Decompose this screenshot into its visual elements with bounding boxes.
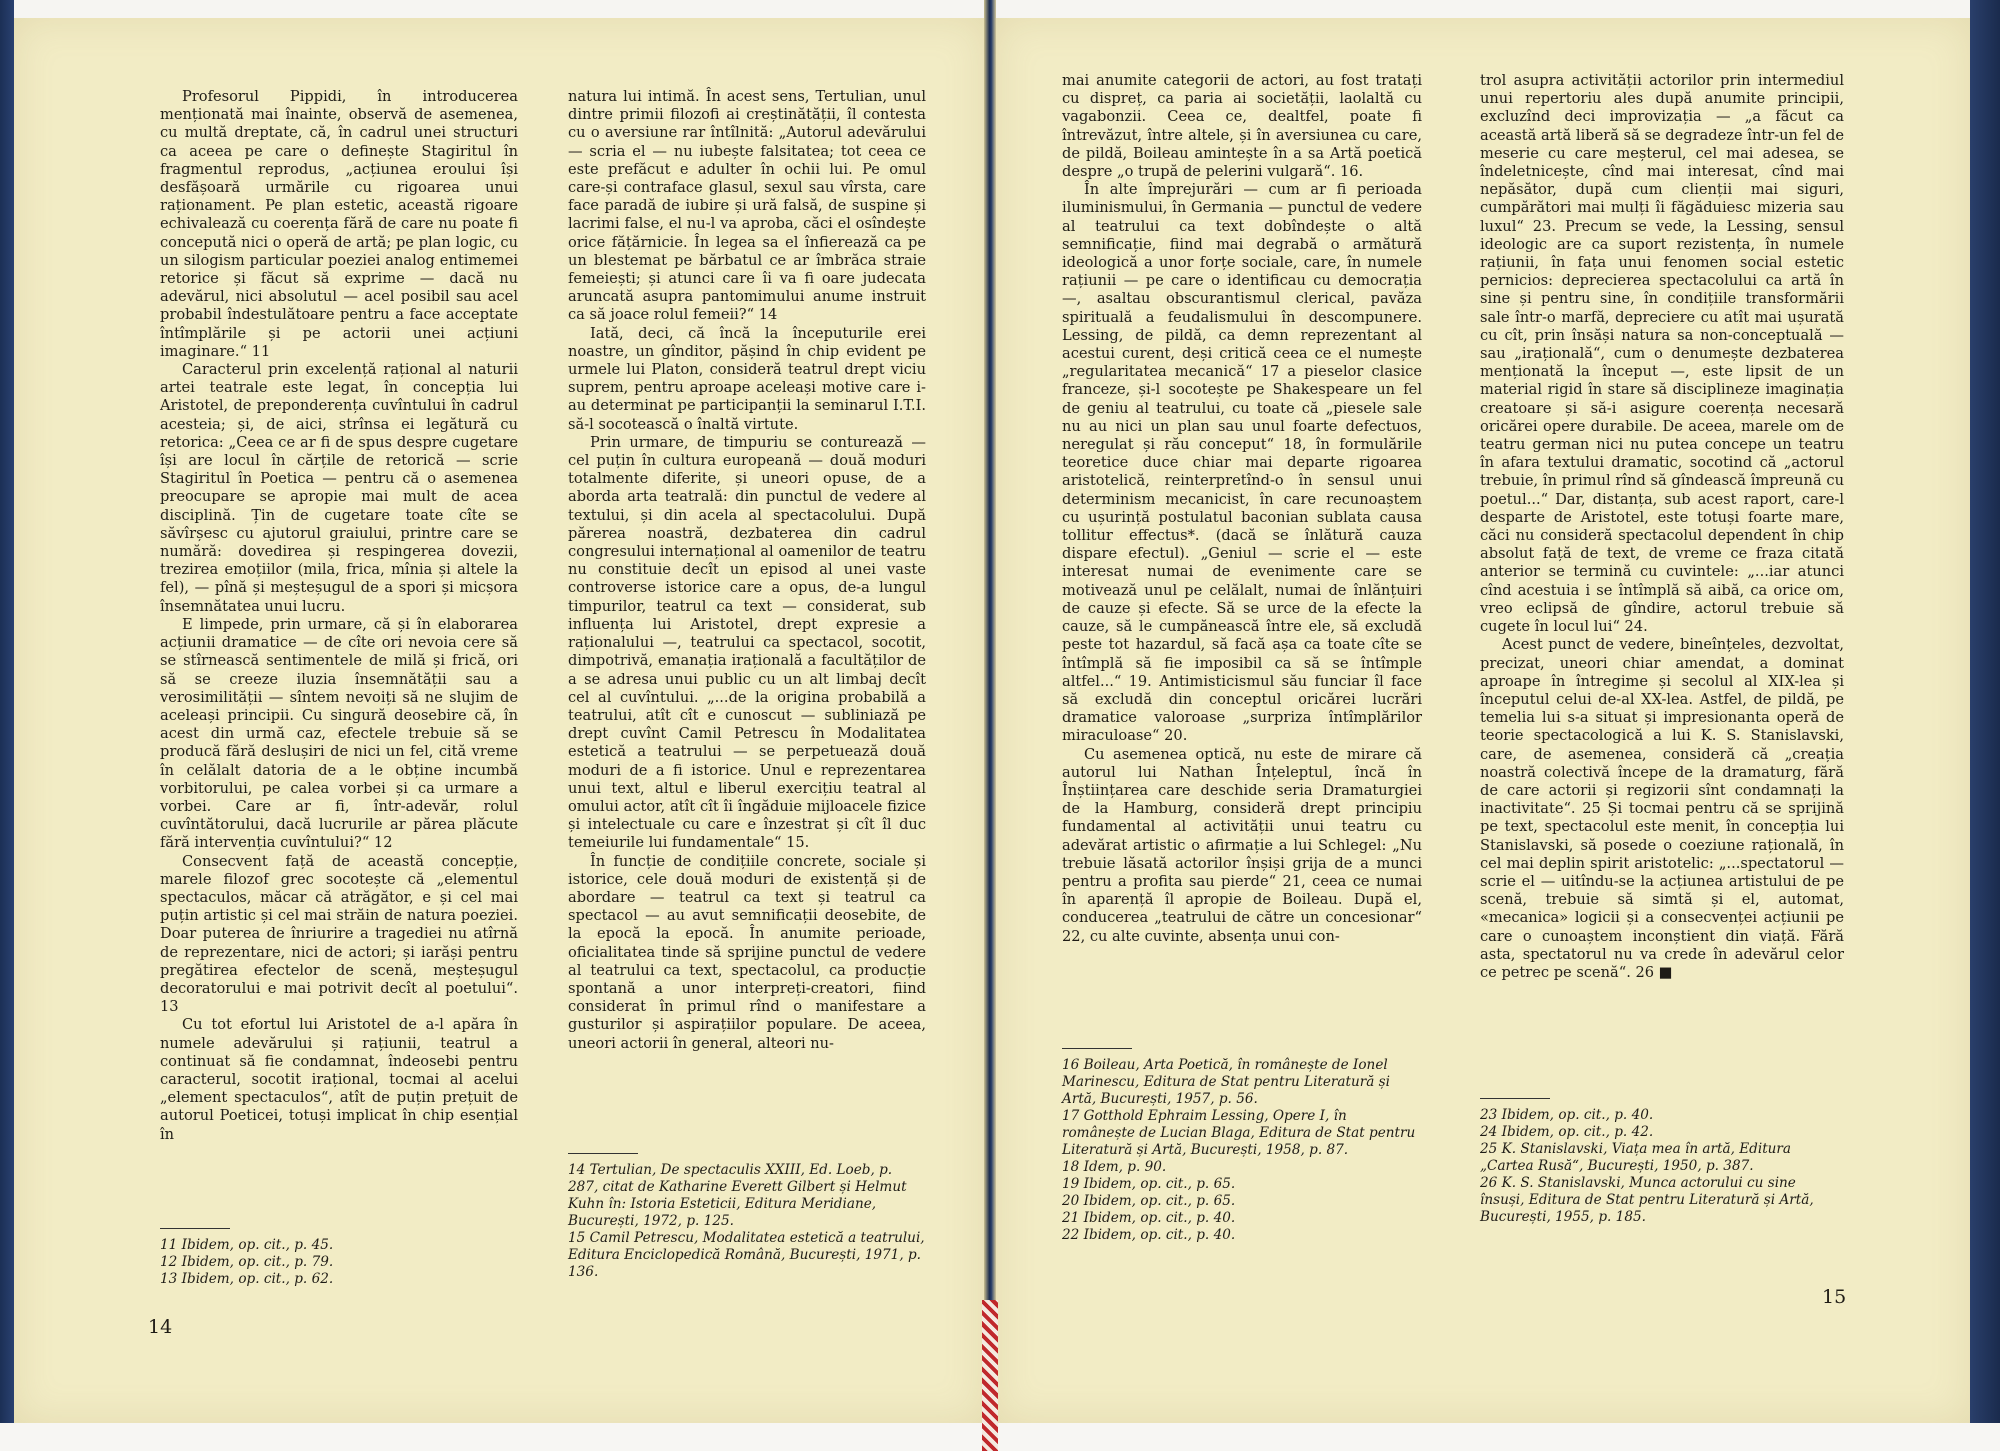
footnote-rule: [160, 1228, 230, 1229]
footnotes-left-1: [160, 1228, 518, 1288]
footnote: 15 Camil Petrescu, Modalitatea estetică a teatrului, Editura Enciclopedică Română, București, 1971, p. 136.: [568, 1230, 925, 1280]
footnote: 20 Ibidem, op. cit., p. 65.: [1062, 1193, 1236, 1209]
right-page-column-1: [1062, 72, 1422, 1072]
footnote: 17 Gotthold Ephraim Lessing, Opere I, în românește de Lucian Blaga, Editura de Stat pentru Literatură și Artă, București, 1958, p. 87.: [1062, 1108, 1416, 1158]
footnotes-left-2: [568, 1153, 926, 1281]
footnote: 13 Ibidem, op. cit., p. 62.: [160, 1271, 334, 1287]
right-page-column-2: [1480, 72, 1844, 1112]
paragraph: Cu asemenea optică, nu este de mirare că autorul lui Nathan Înțeleptul, încă în Înștiințarea care deschide seria Dramaturgiei de la Hamburg, consideră drept principiu fundamental al activității unui teatru cu adevărat artistic o afirmație a lui Schlegel: „Nu trebuie lăsată actorilor înșiși grija de a munci pentru a profita sau pierde“ 21, ceea ce numai în aparență îl apropie de Boileau. După el, conducerea „teatrului de către un concesionar“ 22, cu alte cuvinte, absența unui con-: [1062, 745, 1422, 945]
paragraph: Profesorul Pippidi, în introducerea menționată mai înainte, observă de asemenea, cu multă dreptate, că, în cadrul unei structuri ca aceea pe care o definește Stagiritul în fragmentul reprodus, „acțiunea eroului își desfășoară urmările cu rigoarea unui raționament. Pe plan estetic, această rigoare echivalează cu coerența fără de care nu poate fi concepută nici o operă de artă; pe plan logic, cu un silogism particular poeziei analog entimemei retorice și făcut să exprime — dacă nu adevărul, nici absolutul — acel posibil sau acel probabil îndestulătoare pentru a face acceptate întîmplările și pe actorii unei acțiuni imaginare.“ 11: [160, 88, 518, 360]
paragraph: În funcție de condițiile concrete, sociale și istorice, cele două moduri de existență și de abordare — teatrul ca text și teatrul ca spectacol — au avut semnificații deosebite, de la epocă la epocă. În anumite perioade, oficialitatea tinde să sprijine punctul de vedere al teatrului ca text, spectacolul, ca producție spontană a unor interpreți-creatori, fiind considerat în primul rînd o manifestare a gusturilor și aspirațiilor populare. De aceea, uneori actorii în general, alteori nu-: [568, 852, 926, 1052]
footnotes-right-1: [1062, 1048, 1422, 1244]
paragraph: Consecvent față de această concepție, marele filozof grec socotește că „elementul spectaculos, măcar că atrăgător, e și cel mai puțin artistic și cel mai străin de natura poeziei. Doar puterea de înriurire a tragediei nu atîrnă de reprezentare, nici de actori; și iarăși pentru pregătirea efectelor de scenă, meșteșugul decoratorului e mai potrivit decît al poetului“. 13: [160, 852, 518, 1016]
paragraph: Caracterul prin excelență rațional al naturii artei teatrale este legat, în concepția lui Aristotel, de preponderența cuvîntului în cadrul acesteia; și, de aici, strînsa ei legătură cu retorica: „Ceea ce ar fi de spus despre cugetare își are locul în cărțile de retorică — scrie Stagiritul în Poetica — pentru că o asemenea preocupare se apropie mai mult de acea disciplină. Țin de cugetare toate cîte se săvîrșesc cu ajutorul graiului, printre care se numără: dovedirea și respingerea dovezii, trezirea emoțiilor (mila, frica, mînia și altele la fel), — pînă și meșteșugul de a spori și micșora însemnătatea unui lucru.: [160, 361, 518, 615]
paragraph: Prin urmare, de timpuriu se conturează — cel puțin în cultura europeană — două moduri totalmente diferite, și uneori opuse, de a aborda arta teatrală: din punctul de vedere al textului, și din acela al spectacolului. După părerea noastră, dezbaterea din cadrul congresului internațional al oamenilor de teatru nu constituie decît un episod al unei vaste controverse istorice care a opus, de-a lungul timpurilor, teatrul ca text — considerat, sub influența lui Aristotel, drept expresie a raționalului —, teatrului ca spectacol, socotit, dimpotrivă, emanația irațională a facultăților de a se adresa unui public cu un alt limbaj decît cel al cuvîntului. „...de la origina probabilă a teatrului, atît cît e cunoscut — subliniază pe drept cuvînt Camil Petrescu în Modalitatea estetică a teatrului — se perpetuează două moduri de a fi istorice. Unul e reprezentarea unui text, altul e liberul exercițiu teatral al omului actor, atît cît îi îngăduie mijloacele fizice și intelectuale cu care e înzestrat și cît îl duc temeiurile lui fundamentale“ 15.: [568, 433, 926, 852]
footnote: 21 Ibidem, op. cit., p. 40.: [1062, 1210, 1236, 1226]
book-cover-right: [1970, 0, 2000, 1451]
left-page-column-2: [568, 88, 926, 1138]
paragraph: mai anumite categorii de actori, au fost tratați cu dispreț, ca paria ai societății, laolaltă cu vagabonzii. Ceea ce, dealtfel, poate fi întrevăzut, între altele, și în aversiunea cu care, de pildă, Boileau amintește în a sa Artă poetică despre „o trupă de pelerini vulgară“. 16.: [1062, 72, 1422, 181]
footnote-rule: [1480, 1098, 1550, 1099]
paragraph: Iată, deci, că încă la începuturile erei noastre, un gînditor, pășind în chip evident pe urmele lui Platon, consideră teatrul drept viciu suprem, pentru aproape aceleași motive care i-au determinat pe participanții la seminarul I.T.I. să-l socotească o înaltă virtute.: [568, 324, 926, 433]
footnote: 25 K. Stanislavski, Viața mea în artă, Editura „Cartea Rusă“, București, 1950, p. 387.: [1480, 1141, 1792, 1174]
footnote: 22 Ibidem, op. cit., p. 40.: [1062, 1227, 1236, 1243]
paragraph: trol asupra activității actorilor prin intermediul unui repertoriu ales după anumite principii, excluzînd deci improvizația — „a făcut ca această artă liberă să se degradeze într-un fel de meserie cu care meșterul, cel mai adesea, se îndeletnicește, cînd mai interesat, cînd mai nepăsător, după cum clienții mai siguri, cumpărători mai mulți îi făgăduiesc mizeria sau luxul“ 23. Precum se vede, la Lessing, sensul ideologic are ca suport rezistența, în numele rațiunii, în fața unui fenomen social estetic pernicios: deprecierea spectacolului ca artă în sine și pentru sine, în condițiile transformării sale într-o marfă, depreciere cu atît mai ușurată cu cît, prin însăși natura sa non-conceptuală — sau „irațională“, cum o denumește dezbaterea menționată la început —, este lipsit de un material rigid în stare să disciplineze imaginația creatoare și să-i asigure coerența necesară oricărei opere durabile. De aceea, marele om de teatru german nici nu putea concepe un teatru în afara textului dramatic, socotind că „actorul trebuie, în primul rînd să gîndească împreună cu poetul...“ Dar, distanța, sub acest raport, care-l desparte de Aristotel, este totuși foarte mare, căci nu consideră spectacolul dependent în chip absolut față de text, de vreme ce fraza citată anterior se termină cu cuvintele: „...iar atunci cînd acestuia i se întîmplă să aibă, ca orice om, vreo eclipsă de gîndire, actorul trebuie să cugete în locul lui“ 24.: [1480, 72, 1844, 636]
footnote-rule: [1062, 1048, 1132, 1049]
paragraph: Cu tot efortul lui Aristotel de a-l apăra în numele adevărului și rațiunii, teatrul a continuat să fie condamnat, îndeosebi pentru caracterul, socotit irațional, tocmai al acelui „element spectaculos“, atît de puțin prețuit de autorul Poeticei, totuși implicat în chip esențial în: [160, 1016, 518, 1143]
footnote: 26 K. S. Stanislavski, Munca actorului cu sine însuși, Editura de Stat pentru Literatură și Artă, București, 1955, p. 185.: [1480, 1175, 1814, 1225]
left-page-column-1: [160, 88, 518, 1238]
bookmark-ribbon: [982, 1300, 998, 1451]
paragraph: Acest punct de vedere, bineînțeles, dezvoltat, precizat, uneori chiar amendat, a dominat aproape în întregime și secolul al XIX-lea și începutul celui de-al XX-lea. Astfel, de pildă, pe temelia lui s-a situat și impresionanta operă de teorie spectacologică a lui K. S. Stanislavski, care, de asemenea, consideră că „creația noastră colectivă începe de la dramaturg, fără de care actorii și regizorii sînt condamnați la inactivitate“. 25 Și tocmai pentru că se sprijină pe text, spectacolul este menit, în concepția lui Stanislavski, să posede o coeziune rațională, în cel mai deplin spirit aristotelic: „...spectatorul — scrie el — uitîndu-se la acțiunea artistului de pe scenă, trebuie să simtă și el, automat, «mecanica» logicii și a consecvenței acțiunii pe care o cunoaștem inconștient din viață. Fără asta, spectatorul nu va crede în adevărul celor ce petrec pe scenă“. 26 ■: [1480, 636, 1844, 981]
footnote: 11 Ibidem, op. cit., p. 45.: [160, 1237, 334, 1253]
footnote: 19 Ibidem, op. cit., p. 65.: [1062, 1176, 1236, 1192]
footnote: 16 Boileau, Arta Poetică, în românește de Ionel Marinescu, Editura de Stat pentru Literatură și Artă, București, 1957, p. 56.: [1062, 1057, 1390, 1107]
page-number-left: 14: [148, 1316, 173, 1338]
page-number-right: 15: [1822, 1286, 1847, 1308]
footnote: 23 Ibidem, op. cit., p. 40.: [1480, 1107, 1654, 1123]
book-binding-left: [0, 0, 14, 1451]
paragraph: natura lui intimă. În acest sens, Tertulian, unul dintre primii filozofi ai creștinătății, îl contesta cu o aversiune rar întîlnită: „Autorul adevărului — scria el — nu iubește falsitatea; tot ceea ce este prefăcut e adulter în ochii lui. Pe omul care-și contraface glasul, sexul sau vîrsta, care face paradă de iubire și ură falsă, de suspine și lacrimi false, el nu-l va aproba, căci el osîndește orice fățărnicie. În legea sa el înfierează ca pe un blestemat pe bărbatul ce ar îmbrăca straie femeiești; și atunci care îi va fi oare judecata aruncată asupra pantomimului anume instruit ca să joace rolul femeii?“ 14: [568, 88, 926, 324]
paragraph: E limpede, prin urmare, că și în elaborarea acțiunii dramatice — de cîte ori nevoia cere să se stîrnească sentimentele de milă și frică, ori să se creeze iluzia însemnătății sau a verosimilității — sîntem nevoiți să ne slujim de aceleași principii. Cu singură deosebire că, în acest din urmă caz, efectele trebuie să se producă fără deslușiri de nici un fel, cită vreme în celălalt datoria de a le obține incumbă vorbitorului, pe calea vorbei și ca urmare a vorbei. Care ar fi, într-adevăr, rolul cuvîntătorului, dacă lucrurile ar părea plăcute fără intervenția cuvîntului?“ 12: [160, 615, 518, 852]
footnote: 18 Idem, p. 90.: [1062, 1159, 1167, 1175]
footnote: 14 Tertulian, De spectaculis XXIII, Ed. Loeb, p. 287, citat de Katharine Everett Gilbert și Helmut Kuhn în: Istoria Esteticii, Editura Meridiane, București, 1972, p. 125.: [568, 1162, 907, 1229]
footnote-rule: [568, 1153, 638, 1154]
footnote: 12 Ibidem, op. cit., p. 79.: [160, 1254, 334, 1270]
paragraph: În alte împrejurări — cum ar fi perioada iluminismului, în Germania — punctul de vedere al teatrului ca text dobîndește o altă semnificație, fiind mai degrabă o armătură ideologică a unor forțe sociale, care, în numele rațiunii — pe care o identificau cu democrația —, asaltau obscurantismul clerical, pavăza spirituală a feudalismului în descompunere. Lessing, de pildă, ca demn reprezentant al acestui curent, deși critică ceea ce el numește „regularitatea mecanică“ 17 a pieselor clasice franceze, și-l socotește pe Shakespeare un fel de geniu al teatrului, cu toate că „piesele sale nu au nici un plan sau unul foarte defectuos, neregulat și rău conceput“ 18, în formulările teoretice duce chiar mai departe rigoarea aristotelică, reinterpretînd-o în sensul unui determinism mecanicist, în care recunoaștem cu ușurință postulatul baconian sublata causa tollitur effectus*. (dacă se înlătură cauza dispare efectul). „Geniul — scrie el — este interesat numai de evenimente care se motivează unul pe celălalt, numai de înlănțuiri de cauze și efecte. Să se urce de la efecte la cauze, să le cumpănească între ele, să excludă peste tot hazardul, să facă așa ca toate cîte se întîmplă să fie imposibil ca să se întîmple altfel...“ 19. Antimisticismul său funciar îl face să excludă din conceptul oricărei lucrări dramatice valoroase „surpriza întîmplărilor miraculoase“ 20.: [1062, 181, 1422, 745]
scan-margin-bottom: [0, 1423, 2000, 1451]
footnotes-right-2: [1480, 1098, 1844, 1226]
footnote: 24 Ibidem, op. cit., p. 42.: [1480, 1124, 1654, 1140]
book-gutter: [984, 0, 996, 1451]
